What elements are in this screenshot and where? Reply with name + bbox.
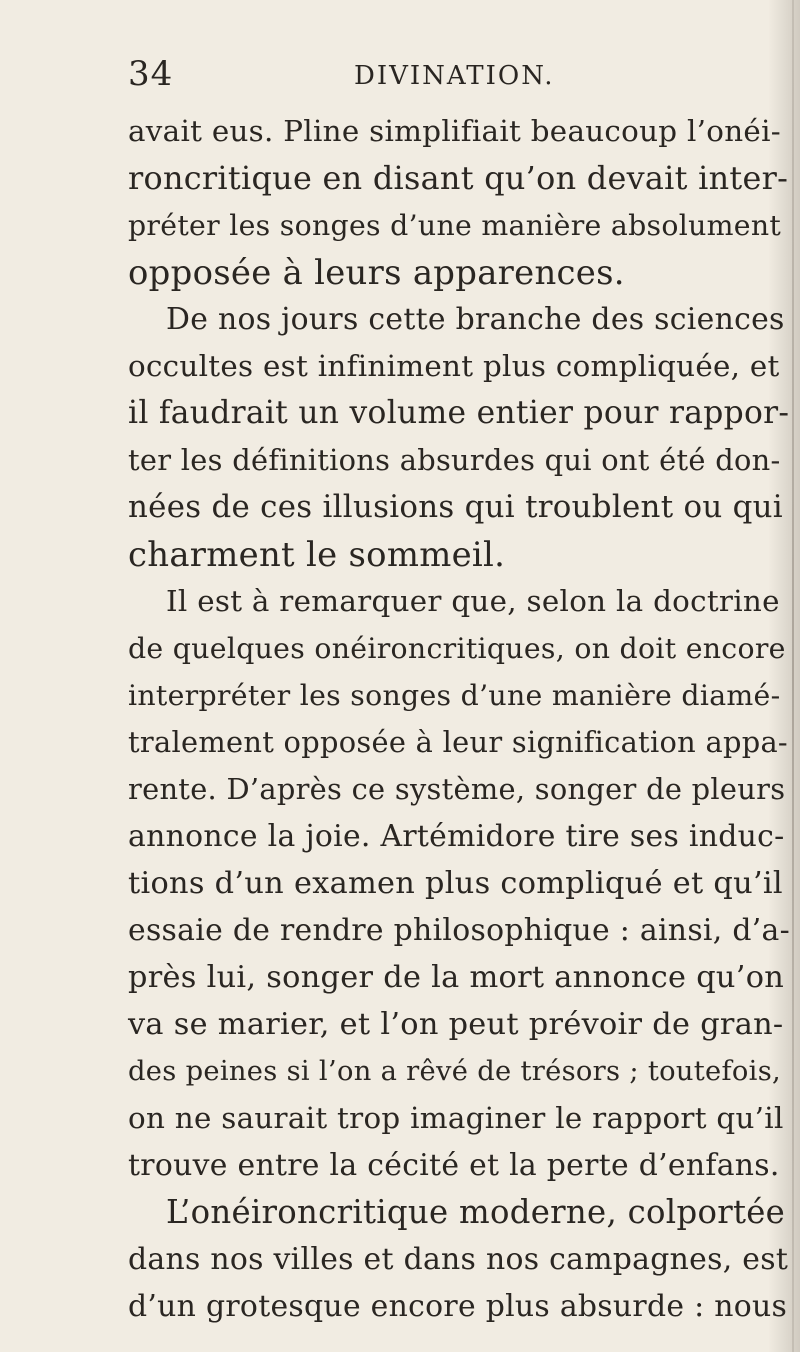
text-line: des peines si l’on a rêvé de trésors ; toutefois, xyxy=(128,1056,782,1087)
text-line: trouve entre la cécité et la perte d’enfans. xyxy=(128,1148,780,1183)
text-line: dans nos villes et dans nos campagnes, est xyxy=(128,1242,789,1277)
text-line: près lui, songer de la mort annonce qu’on xyxy=(128,960,785,995)
running-head: DIVINATION. xyxy=(354,61,555,91)
text-line: va se marier, et l’on peut prévoir de gran- xyxy=(128,1007,784,1042)
text-line: De nos jours cette branche des sciences xyxy=(166,302,785,337)
text-line: L’onéironcritique moderne, colportée xyxy=(166,1193,786,1231)
page-edge-shadow xyxy=(792,0,794,1352)
text-line: de quelques onéironcritiques, on doit encore xyxy=(128,632,786,665)
text-line: opposée à leurs apparences. xyxy=(128,253,625,292)
text-line: avait eus. Pline simplifiait beaucoup l’onéi- xyxy=(128,114,781,148)
text-line: occultes est infiniment plus compliquée, et xyxy=(128,349,780,383)
text-line: essaie de rendre philosophique : ainsi, d’a- xyxy=(128,913,790,948)
text-line: il faudrait un volume entier pour rappor- xyxy=(128,395,790,431)
text-line: on ne saurait trop imaginer le rapport qu’il xyxy=(128,1101,784,1135)
text-line: tions d’un examen plus compliqué et qu’il xyxy=(128,866,783,901)
page-number: 34 xyxy=(128,54,174,94)
text-line: d’un grotesque encore plus absurde : nous xyxy=(128,1289,788,1324)
text-line: interpréter les songes d’une manière diamé- xyxy=(128,679,781,712)
text-line: tralement opposée à leur signification appa- xyxy=(128,725,788,759)
text-line: préter les songes d’une manière absolument xyxy=(128,209,782,242)
text-line: roncritique en disant qu’on devait inter- xyxy=(128,159,789,197)
text-line: ter les définitions absurdes qui ont été don- xyxy=(128,443,781,477)
page-header xyxy=(128,52,768,102)
text-line: nées de ces illusions qui troublent ou qui xyxy=(128,489,783,525)
text-line: annonce la joie. Artémidore tire ses induc- xyxy=(128,819,785,854)
text-line: charment le sommeil. xyxy=(128,535,506,574)
text-line: rente. D’après ce système, songer de pleurs xyxy=(128,772,786,806)
text-line: Il est à remarquer que, selon la doctrine xyxy=(166,584,780,618)
